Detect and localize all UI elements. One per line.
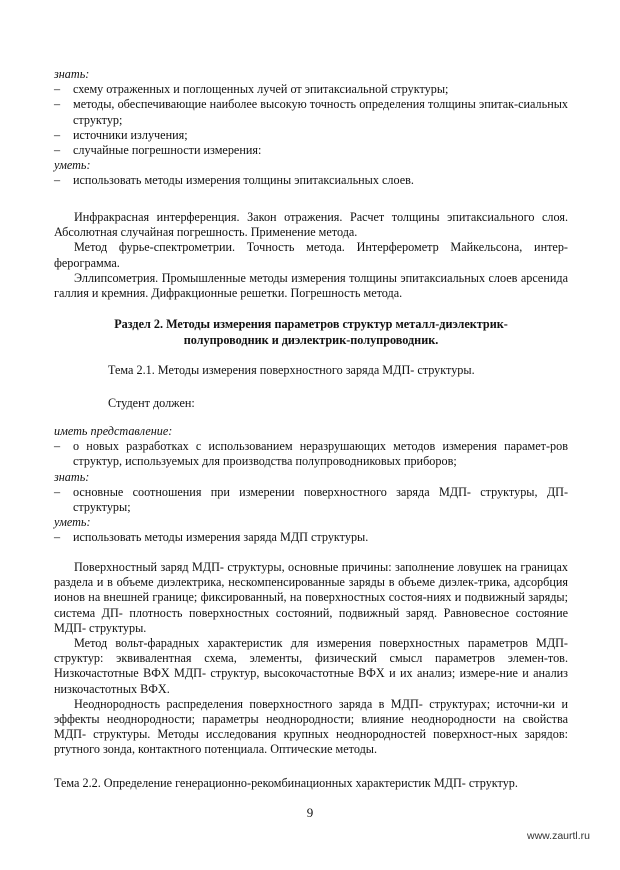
list-item: – основные соотношения при измерении поверхностного заряда МДП- структуры, ДП-структуры;: [54, 484, 568, 515]
know-label: знать:: [54, 67, 90, 81]
able-label: уметь:: [54, 158, 91, 173]
list-item: – схему отраженных и поглощенных лучей от эпитаксиальной структуры;: [54, 82, 449, 97]
paragraph: Инфракрасная интерференция. Закон отражения. Расчет толщины эпитаксиального слоя. Абсолютная случайная погрешность. Применение метода.: [54, 210, 568, 240]
content-paragraphs-2: [54, 560, 568, 758]
paragraph: Метод фурье-спектрометрии. Точность метода. Интерферометр Майкельсона, интер-ферограмма.: [54, 240, 568, 270]
student-must-label: Студент должен:: [108, 396, 195, 410]
page-number: 9: [306, 805, 314, 820]
content-paragraphs-1: [54, 210, 568, 301]
list-item: – использовать методы измерения заряда МДП структуры.: [54, 530, 369, 545]
competencies-block-1: [54, 67, 568, 189]
paragraph: Поверхностный заряд МДП- структуры, основные причины: заполнение ловушек на границах раздела и в объеме диэлектрика, нескомпенсированные заряды в объеме диэлек-трика, адсорбция ионов на внешней границе; фиксированный, на поверхностных состоя-ниях и подвижный заряды; система ДП- плотность поверхностных состояний, подвижный заряд. Равновесное состояние МДП- структуры.: [54, 560, 568, 635]
competencies-block-2: [54, 424, 568, 546]
watermark-link[interactable]: www.zaurtl.ru: [526, 830, 590, 842]
paragraph: Метод вольт-фарадных характеристик для измерения поверхностных параметров МДП- структур: эквивалентная схема, элементы, физический смысл параметров элемен-тов. Низкочастотные ВФХ МДП- структур, высокочастотные ВФХ и их анализ; измере-ние и анализ низкочастотных ВФХ.: [54, 636, 568, 696]
list-item: – методы, обеспечивающие наиболее высокую точность определения толщины эпитак-сиальных структур;: [54, 97, 568, 127]
idea-label: иметь представление:: [54, 424, 173, 438]
topic-2-1-heading: Тема 2.1. Методы измерения поверхностного заряда МДП- структуры.: [108, 363, 475, 377]
list-item: – о новых разработках с использованием неразрушающих методов измерения парамет-ров структур, используемых для производства полупроводниковых приборов;: [54, 439, 568, 469]
paragraph: Неоднородность распределения поверхностного заряда в МДП- структурах; источни-ки и эффекты неоднородности; параметры неоднородности; влияние неоднородности на свойства МДП- структуры. Методы исследования крупных неоднородностей поверхност-ных зарядов: ртутного зонда, контактного потенциала. Оптические методы.: [54, 696, 568, 757]
topic-2-2-heading: Тема 2.2. Определение генерационно-рекомбинационных характеристик МДП- структур.: [54, 776, 518, 790]
list-item: – случайные погрешности измерения:: [54, 143, 262, 158]
know-label: знать:: [54, 469, 90, 484]
paragraph: Эллипсометрия. Промышленные методы измерения толщины эпитаксиальных слоев арсенида галлия и кремния. Дифракционные решетки. Погрешность метода.: [54, 270, 568, 301]
section-heading: Раздел 2. Методы измерения параметров структур металл-диэлектрик- полупроводник и диэлектрик-полупроводник.: [114, 317, 508, 347]
able-label: уметь:: [54, 515, 91, 530]
list-item: – источники излучения;: [54, 127, 188, 142]
list-item: – использовать методы измерения толщины эпитаксиальных слоев.: [54, 173, 414, 188]
